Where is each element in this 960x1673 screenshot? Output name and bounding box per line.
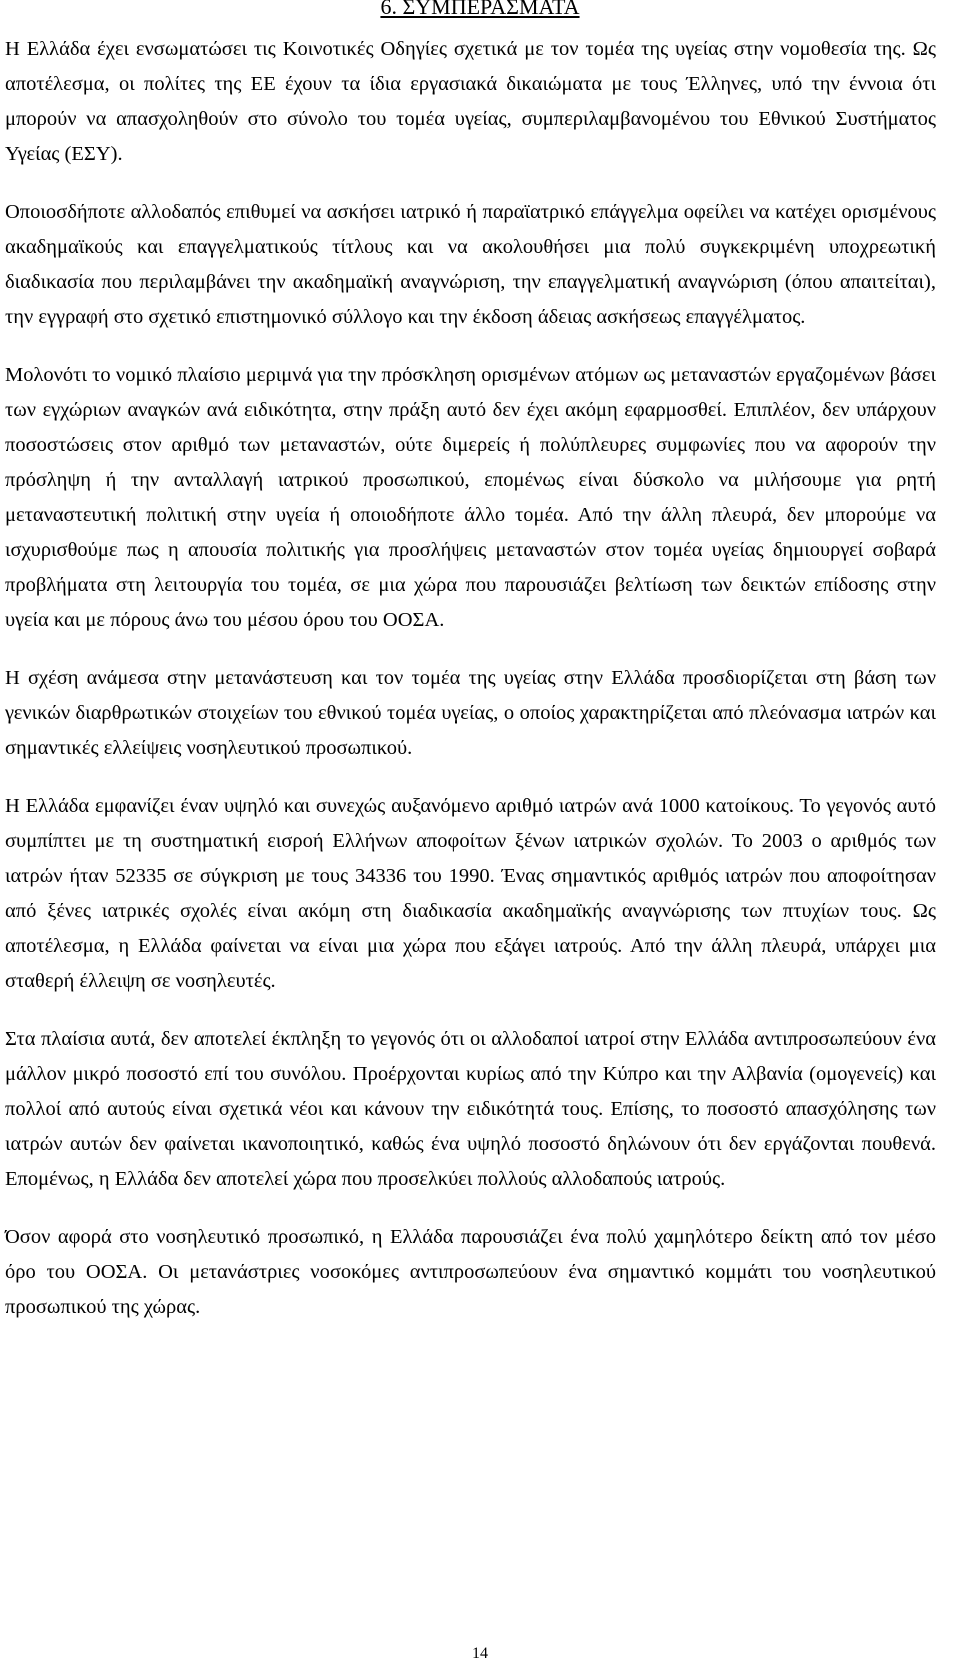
paragraph-7: Όσον αφορά στο νοσηλευτικό προσωπικό, η Ελλάδα παρουσιάζει ένα πολύ χαμηλότερο δείκτη από τον μέσο όρο του ΟΟΣΑ. Οι μετανάστριες νοσοκόμες αντιπροσωπεύουν ένα σημαντικό κομμάτι του νοσηλευτικού προσωπικού της χώρας. xyxy=(5,1226,936,1318)
paragraph-2: Οποιοσδήποτε αλλοδαπός επιθυμεί να ασκήσει ιατρικό ή παραϊατρικό επάγγελμα οφείλει να κατέχει ορισμένους ακαδημαϊκούς και επαγγελματικούς τίτλους και να ακολουθήσει μια πολύ συγκεκριμένη υποχρεωτική διαδικασία που περιλαμβάνει την ακαδημαϊκή αναγνώριση, την επαγγελματική αναγνώριση (όπου απαιτείται), την εγγραφή στο σχετικό επιστημονικό σύλλογο και την έκδοση άδειας ασκήσεως επαγγέλματος. xyxy=(5,201,936,328)
paragraph-6: Στα πλαίσια αυτά, δεν αποτελεί έκπληξη το γεγονός ότι οι αλλοδαποί ιατροί στην Ελλάδα αντιπροσωπεύουν ένα μάλλον μικρό ποσοστό επί του συνόλου. Προέρχονται κυρίως από την Κύπρο και την Αλβανία (ομογενείς) και πολλοί από αυτούς είναι σχετικά νέοι και κάνουν την ειδικότητά τους. Επίσης, το ποσοστό απασχόλησης των ιατρών αυτών δεν φαίνεται ικανοποιητικό, καθώς ένα υψηλό ποσοστό δηλώνουν ότι δεν εργάζονται πουθενά. Επομένως, η Ελλάδα δεν αποτελεί χώρα που προσελκύει πολλούς αλλοδαπούς ιατρούς. xyxy=(5,1028,936,1190)
section-heading xyxy=(0,0,960,22)
paragraph-1: Η Ελλάδα έχει ενσωματώσει τις Κοινοτικές Οδηγίες σχετικά με τον τομέα της υγείας στην νομοθεσία της. Ως αποτέλεσμα, οι πολίτες της ΕΕ έχουν τα ίδια εργασιακά δικαιώματα με τους Έλληνες, υπό την έννοια ότι μπορούν να απασχοληθούν στο σύνολο του τομέα υγείας, συμπεριλαμβανομένου του Εθνικού Συστήματος Υγείας (ΕΣΥ). xyxy=(5,38,936,165)
section-heading-text: 6. ΣΥΜΠΕΡΑΣΜΑΤΑ xyxy=(380,0,580,19)
page-number: 14 xyxy=(472,1645,488,1662)
paragraph-5: Η Ελλάδα εμφανίζει έναν υψηλό και συνεχώς αυξανόμενο αριθμό ιατρών ανά 1000 κατοίκους. Το γεγονός αυτό συμπίπτει με τη συστηματική εισροή Ελλήνων αποφοίτων ξένων ιατρικών σχολών. Το 2003 ο αριθμός των ιατρών ήταν 52335 σε σύγκριση με τους 34336 του 1990. Ένας σημαντικός αριθμός ιατρών που αποφοίτησαν από ξένες ιατρικές σχολές είναι ακόμη στη διαδικασία ακαδημαϊκής αναγνώρισης των πτυχίων τους. Ως αποτέλεσμα, η Ελλάδα φαίνεται να είναι μια χώρα που εξάγει ιατρούς. Από την άλλη πλευρά, υπάρχει μια σταθερή έλλειψη σε νοσηλευτές. xyxy=(5,795,936,992)
paragraph-4: Η σχέση ανάμεσα στην μετανάστευση και τον τομέα της υγείας στην Ελλάδα προσδιορίζεται στη βάση των γενικών διαρθρωτικών στοιχείων του εθνικού τομέα υγείας, ο οποίος χαρακτηρίζεται από πλεόνασμα ιατρών και σημαντικές ελλείψεις νοσηλευτικού προσωπικού. xyxy=(5,667,936,759)
body-text xyxy=(5,32,936,1348)
paragraph-3: Μολονότι το νομικό πλαίσιο μεριμνά για την πρόσκληση ορισμένων ατόμων ως μεταναστών εργαζομένων βάσει των εγχώριων αναγκών ανά ειδικότητα, στην πράξη αυτό δεν έχει ακόμη εφαρμοσθεί. Επιπλέον, δεν υπάρχουν ποσοστώσεις στον αριθμό των μεταναστών, ούτε διμερείς ή πολύπλευρες συμφωνίες που να αφορούν την πρόσληψη ή την ανταλλαγή ιατρικού προσωπικού, επομένως είναι δύσκολο να μιλήσουμε για ρητή μεταναστευτική πολιτική στην υγεία ή οποιοδήποτε άλλο τομέα. Από την άλλη πλευρά, δεν μπορούμε να ισχυρισθούμε πως η απουσία πολιτικής για προσλήψεις μεταναστών στον τομέα υγείας δημιουργεί σοβαρά προβλήματα στη λειτουργία του τομέα, σε μια χώρα που παρουσιάζει βελτίωση των δεικτών επίδοσης στην υγεία και με πόρους άνω του μέσου όρου του ΟΟΣΑ. xyxy=(5,364,936,631)
